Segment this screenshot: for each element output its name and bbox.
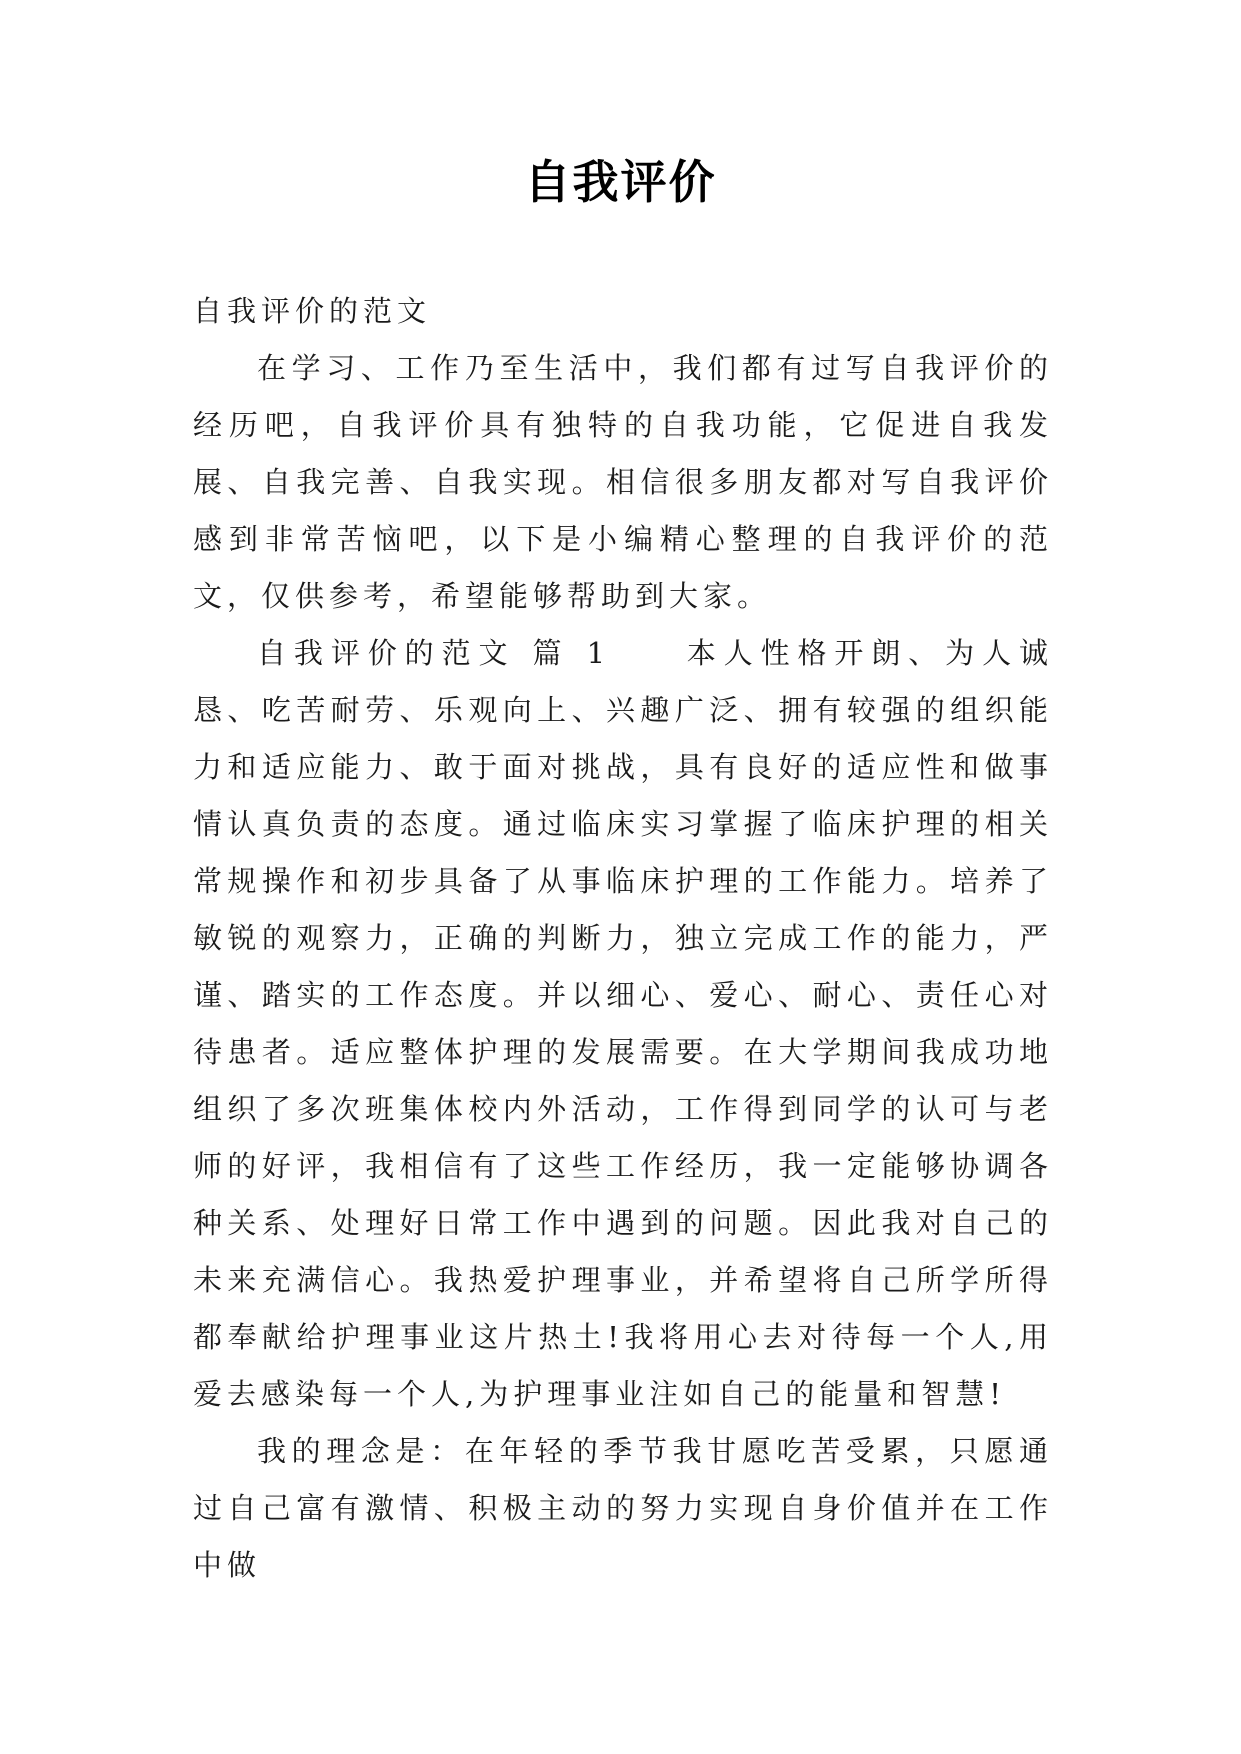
paragraph-philosophy: 我的理念是：在年轻的季节我甘愿吃苦受累，只愿通过自己富有激情、积极主动的努力实现自身价值并在工作中做 bbox=[193, 1434, 1053, 1582]
paragraph-sample-1: 自我评价的范文 篇 1 本人性格开朗、为人诚恳、吃苦耐劳、乐观向上、兴趣广泛、拥有较强的组织能力和适应能力、敢于面对挑战，具有良好的适应性和做事情认真负责的态度。通过临床实习掌握了临床护理的相关常规操作和初步具备了从事临床护理的工作能力。培养了敏锐的观察力，正确的判断力，独立完成工作的能力，严谨、踏实的工作态度。并以细心、爱心、耐心、责任心对待患者。适应整体护理的发展需要。在大学期间我成功地组织了多次班集体校内外活动，工作得到同学的认可与老师的好评，我相信有了这些工作经历，我一定能够协调各种关系、处理好日常工作中遇到的问题。因此我对自己的未来充满信心。我热爱护理事业，并希望将自己所学所得都奉献给护理事业这片热土!我将用心去对待每一个人,用爱去感染每一个人,为护理事业注如自己的能量和智慧! bbox=[193, 636, 1053, 1411]
document-subtitle: 自我评价的范文 bbox=[193, 294, 432, 328]
document-title: 自我评价 bbox=[524, 155, 717, 209]
paragraph-intro: 在学习、工作乃至生活中，我们都有过写自我评价的经历吧，自我评价具有独特的自我功能，它促进自我发展、自我完善、自我实现。相信很多朋友都对写自我评价感到非常苦恼吧，以下是小编精心整理的自我评价的范文，仅供参考，希望能够帮助到大家。 bbox=[193, 351, 1053, 613]
document-body bbox=[193, 283, 1053, 1594]
